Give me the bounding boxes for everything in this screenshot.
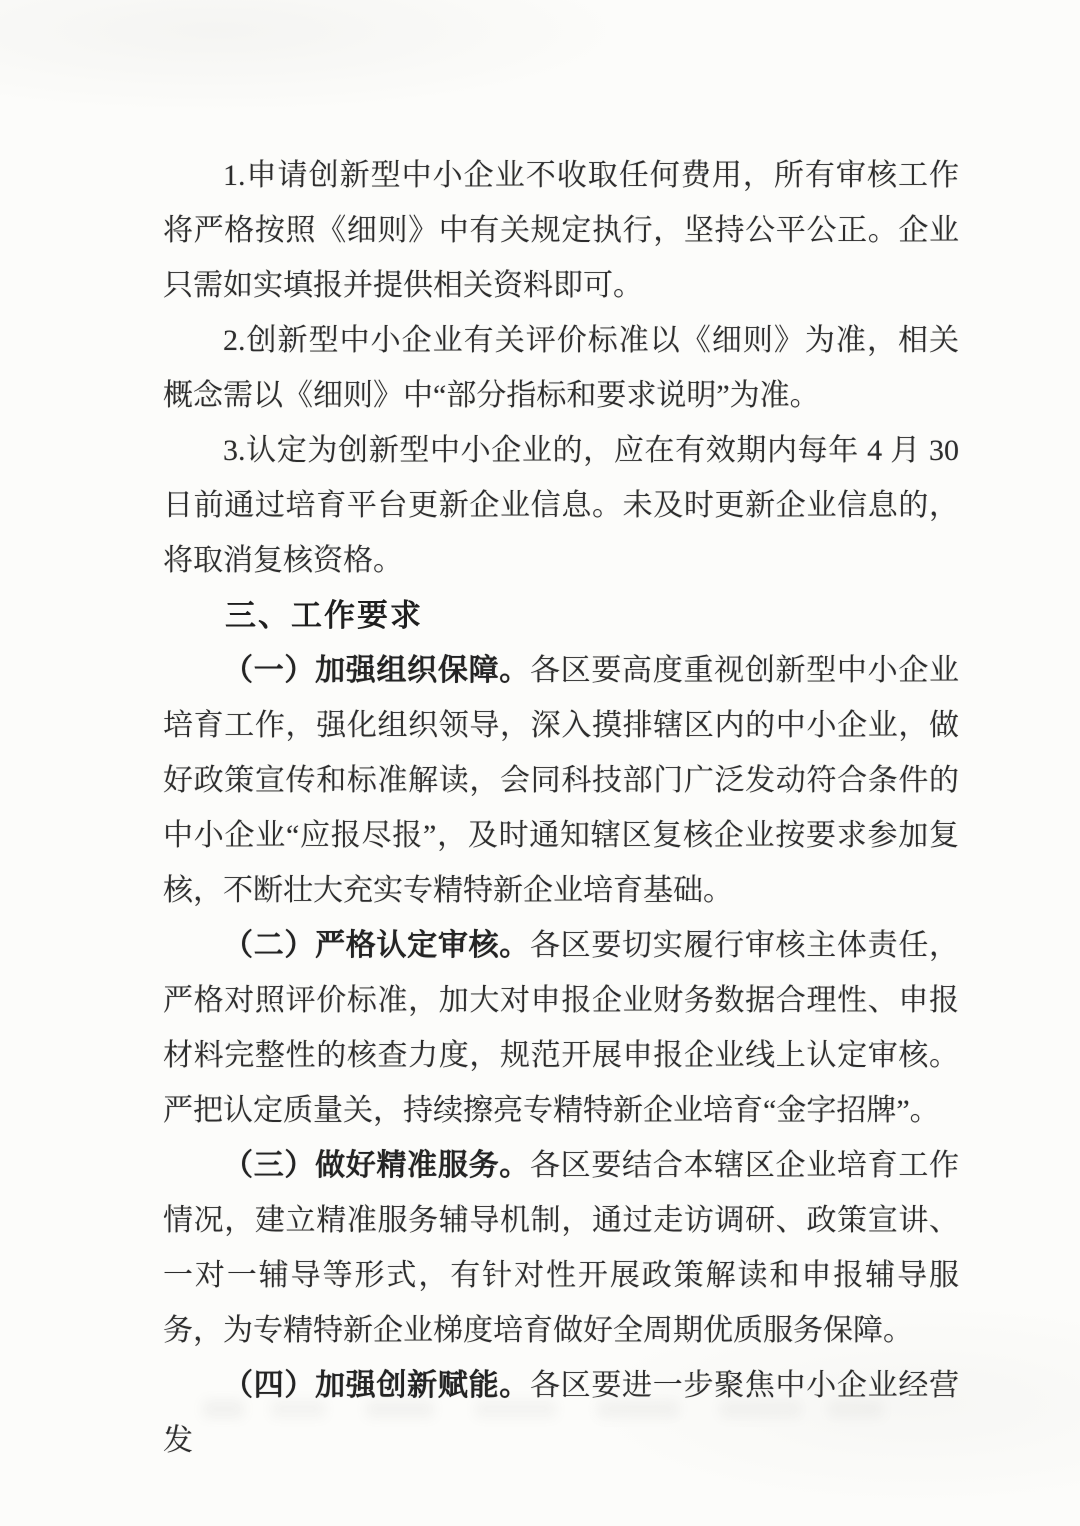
section-2-lead: （二）严格认定审核。	[223, 929, 530, 962]
section-1-body: 各区要高度重视创新型中小企业培育工作，强化组织领导，深入摸排辖区内的中小企业，做好政策宣传和标准解读，会同科技部门广泛发动符合条件的中小企业“应报尽报”，及时通知辖区复核企业按要求参加复核，不断壮大充实专精特新企业培育基础。	[163, 654, 960, 907]
paragraph-numbered-3: 3.认定为创新型中小企业的，应在有效期内每年 4 月 30 日前通过培育平台更新企业信息。未及时更新企业信息的，将取消复核资格。	[163, 434, 959, 577]
paragraph-section-3	[163, 1138, 959, 1358]
section-2-body: 各区要切实履行审核主体责任，严格对照评价标准，加大对申报企业财务数据合理性、申报材料完整性的核查力度，规范开展申报企业线上认定审核。严把认定质量关，持续擦亮专精特新企业培育“金字招牌”。	[163, 929, 960, 1127]
paragraph-numbered-1: 1.申请创新型中小企业不收取任何费用，所有审核工作将严格按照《细则》中有关规定执行，坚持公平公正。企业只需如实填报并提供相关资料即可。	[163, 159, 959, 302]
section-4-body: 各区要进一步聚焦中小企业经营发	[163, 1369, 960, 1457]
document-sheet	[163, 148, 959, 1468]
paragraph-numbered-2: 2.创新型中小企业有关评价标准以《细则》为准，相关概念需以《细则》中“部分指标和要求说明”为准。	[163, 324, 959, 412]
paragraph-section-1	[163, 643, 959, 918]
section-4-lead: （四）加强创新赋能。	[223, 1369, 530, 1402]
section-1-lead: （一）加强组织保障。	[223, 654, 530, 687]
paragraph-section-2	[163, 918, 959, 1138]
section-3-lead: （三）做好精准服务。	[223, 1149, 530, 1182]
paragraph-section-4	[163, 1358, 959, 1468]
section-heading-work-requirements: 三、工作要求	[225, 598, 423, 633]
section-3-body: 各区要结合本辖区企业培育工作情况，建立精准服务辅导机制，通过走访调研、政策宣讲、一对一辅导等形式，有针对性开展政策解读和申报辅导服务，为专精特新企业梯度培育做好全周期优质服务保障。	[163, 1149, 960, 1347]
